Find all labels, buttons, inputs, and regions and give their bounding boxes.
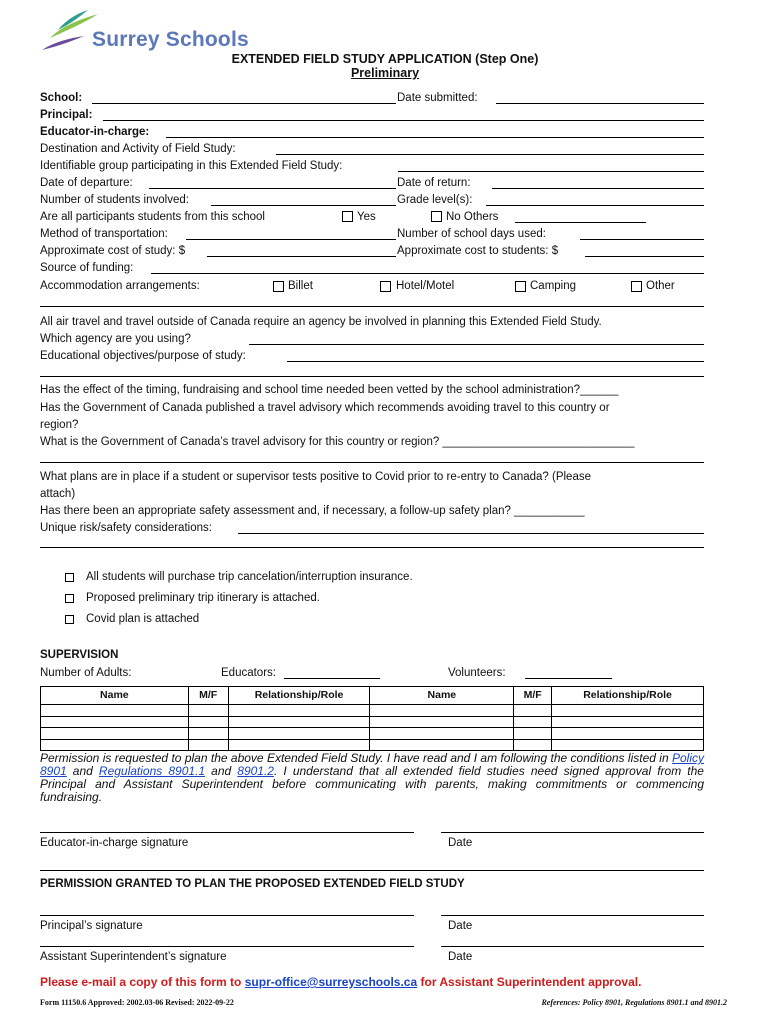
asst-date-label: Date <box>448 951 473 963</box>
date-submitted-field[interactable] <box>496 103 704 104</box>
school-days-field[interactable] <box>580 239 704 240</box>
col-name: Name <box>41 687 189 705</box>
agency-note: All air travel and travel outside of Canada require an agency be involved in planning this Extended Field Study. <box>40 316 602 328</box>
advisory-question: Has the Government of Canada published a travel advisory which recommends avoiding travel to this country or <box>40 402 610 414</box>
num-students-field[interactable] <box>211 205 396 206</box>
return-label: Date of return: <box>397 177 471 189</box>
educator-signature-label: Educator-in-charge signature <box>40 837 189 849</box>
educators-field[interactable] <box>284 678 380 679</box>
other-label: Other <box>646 280 675 292</box>
educator-date-field[interactable] <box>441 832 704 833</box>
yes-checkbox[interactable] <box>342 211 353 222</box>
return-field[interactable] <box>492 188 704 189</box>
funding-field[interactable] <box>151 273 704 274</box>
risk-field-2[interactable] <box>40 547 704 548</box>
volunteers-label: Volunteers: <box>448 667 506 679</box>
group-label: Identifiable group participating in this Extended Field Study: <box>40 160 343 172</box>
advisory-field[interactable] <box>40 462 704 463</box>
supervision-table <box>40 686 704 751</box>
billet-label: Billet <box>288 280 313 292</box>
vetted-question: Has the effect of the timing, fundraising and school time needed been vetted by the school administration?______ <box>40 384 619 396</box>
no-checkbox[interactable] <box>431 211 442 222</box>
regulation-8901-2-link[interactable]: 8901.2 <box>237 764 274 778</box>
covid-question-cont: attach) <box>40 488 76 500</box>
principal-date-label: Date <box>448 920 473 932</box>
objectives-label: Educational objectives/purpose of study: <box>40 350 246 362</box>
departure-field[interactable] <box>149 188 396 189</box>
principal-signature-label: Principal’s signature <box>40 920 143 932</box>
col-mf: M/F <box>188 687 228 705</box>
col-role: Relationship/Role <box>228 687 370 705</box>
volunteers-field[interactable] <box>525 678 612 679</box>
cost-label: Approximate cost of study: $ <box>40 245 186 257</box>
funding-label: Source of funding: <box>40 262 134 274</box>
asst-signature-field[interactable] <box>40 946 414 947</box>
asst-date-field[interactable] <box>441 946 704 947</box>
principal-signature-field[interactable] <box>40 915 414 916</box>
adults-label: Number of Adults: <box>40 667 132 679</box>
billet-checkbox[interactable] <box>273 281 284 292</box>
col-name-2: Name <box>370 687 514 705</box>
num-students-label: Number of students involved: <box>40 194 189 206</box>
form-subtitle: Preliminary <box>350 66 420 80</box>
school-label: School: <box>40 92 83 104</box>
safety-question: Has there been an appropriate safety assessment and, if necessary, a follow-up safety plan? ___________ <box>40 505 585 517</box>
section-divider <box>40 870 704 871</box>
yes-label: Yes <box>357 211 376 223</box>
regulation-8901-1-link[interactable]: Regulations 8901.1 <box>98 764 206 778</box>
logo-text: Surrey Schools <box>92 28 249 51</box>
asst-signature-label: Assistant Superintendent’s signature <box>40 951 227 963</box>
objectives-field[interactable] <box>287 361 704 362</box>
date-submitted-label: Date submitted: <box>397 92 478 104</box>
table-row <box>41 739 704 751</box>
covid-plan-label: Covid plan is attached <box>86 613 200 625</box>
group-field[interactable] <box>398 171 704 172</box>
form-title: EXTENDED FIELD STUDY APPLICATION (Step One) <box>231 52 539 66</box>
educators-label: Educators: <box>221 667 276 679</box>
school-field[interactable] <box>92 103 396 104</box>
col-mf-2: M/F <box>514 687 552 705</box>
insurance-label: All students will purchase trip cancelation/interruption insurance. <box>86 571 413 583</box>
covid-plan-checkbox[interactable] <box>65 615 74 624</box>
hotel-label: Hotel/Motel <box>396 280 455 292</box>
agency-field[interactable] <box>249 344 704 345</box>
insurance-checkbox[interactable] <box>65 573 74 582</box>
educator-field[interactable] <box>166 137 704 138</box>
risk-label: Unique risk/safety considerations: <box>40 522 212 534</box>
cost-students-label: Approximate cost to students: $ <box>397 245 559 257</box>
supervision-heading: SUPERVISION <box>40 649 119 661</box>
cost-field[interactable] <box>207 256 396 257</box>
no-others-label: No Others <box>446 211 499 223</box>
hotel-checkbox[interactable] <box>380 281 391 292</box>
principal-label: Principal: <box>40 109 93 121</box>
school-days-label: Number of school days used: <box>397 228 546 240</box>
objectives-field-2[interactable] <box>40 376 704 377</box>
accommodation-label: Accommodation arrangements: <box>40 280 200 292</box>
principal-date-field[interactable] <box>441 915 704 916</box>
email-instruction: Please e-mail a copy of this form to supr-office@surreyschools.ca for Assistant Superintendent approval. <box>40 975 642 989</box>
grade-label: Grade level(s): <box>397 194 473 206</box>
permission-statement: Permission is requested to plan the above Extended Field Study. I have read and I am following the conditions listed in Policy 8901 and Regulations 8901.1 and 8901.2. I understand that all extended field studies need signed approval from the Principal and Assistant Superintendent before communicating with parents, making commitments or commencing fundraising. <box>40 751 704 804</box>
col-role-2: Relationship/Role <box>552 687 704 705</box>
destination-field[interactable] <box>276 154 704 155</box>
advisory-question-cont: region? <box>40 419 79 431</box>
all-students-label: Are all participants students from this school <box>40 211 265 223</box>
policy-8901-link[interactable]: Policy 8901 <box>40 751 704 778</box>
grade-field[interactable] <box>486 205 704 206</box>
agency-question: Which agency are you using? <box>40 333 191 345</box>
educator-date-label: Date <box>448 837 473 849</box>
form-footer-left: Form 11150.6 Approved: 2002.03-06 Revised: 2022-09-22 <box>40 998 234 1007</box>
departure-label: Date of departure: <box>40 177 133 189</box>
transport-label: Method of transportation: <box>40 228 168 240</box>
table-row <box>41 716 704 728</box>
others-field[interactable] <box>515 222 646 223</box>
destination-label: Destination and Activity of Field Study: <box>40 143 236 155</box>
advisory-detail-question: What is the Government of Canada’s travel advisory for this country or region? ______________________________ <box>40 436 635 448</box>
camping-checkbox[interactable] <box>515 281 526 292</box>
accommodation-line <box>40 306 704 307</box>
covid-question: What plans are in place if a student or supervisor tests positive to Covid prior to re-entry to Canada? (Please <box>40 471 591 483</box>
principal-field[interactable] <box>103 120 704 121</box>
email-link[interactable]: supr-office@surreyschools.ca <box>244 975 418 989</box>
table-row <box>41 705 704 717</box>
educator-signature-field[interactable] <box>40 832 414 833</box>
form-footer-right: References: Policy 8901, Regulations 8901.1 and 8901.2 <box>541 998 727 1007</box>
camping-label: Camping <box>530 280 577 292</box>
transport-field[interactable] <box>186 239 396 240</box>
itinerary-checkbox[interactable] <box>65 594 74 603</box>
logo-swoosh-icon <box>40 8 100 54</box>
permission-granted-heading: PERMISSION GRANTED TO PLAN THE PROPOSED EXTENDED FIELD STUDY <box>40 878 465 890</box>
other-checkbox[interactable] <box>631 281 642 292</box>
risk-field[interactable] <box>238 533 704 534</box>
surrey-schools-logo <box>40 8 260 54</box>
cost-students-field[interactable] <box>585 256 704 257</box>
table-row <box>41 728 704 740</box>
educator-label: Educator-in-charge: <box>40 126 150 138</box>
itinerary-label: Proposed preliminary trip itinerary is attached. <box>86 592 320 604</box>
